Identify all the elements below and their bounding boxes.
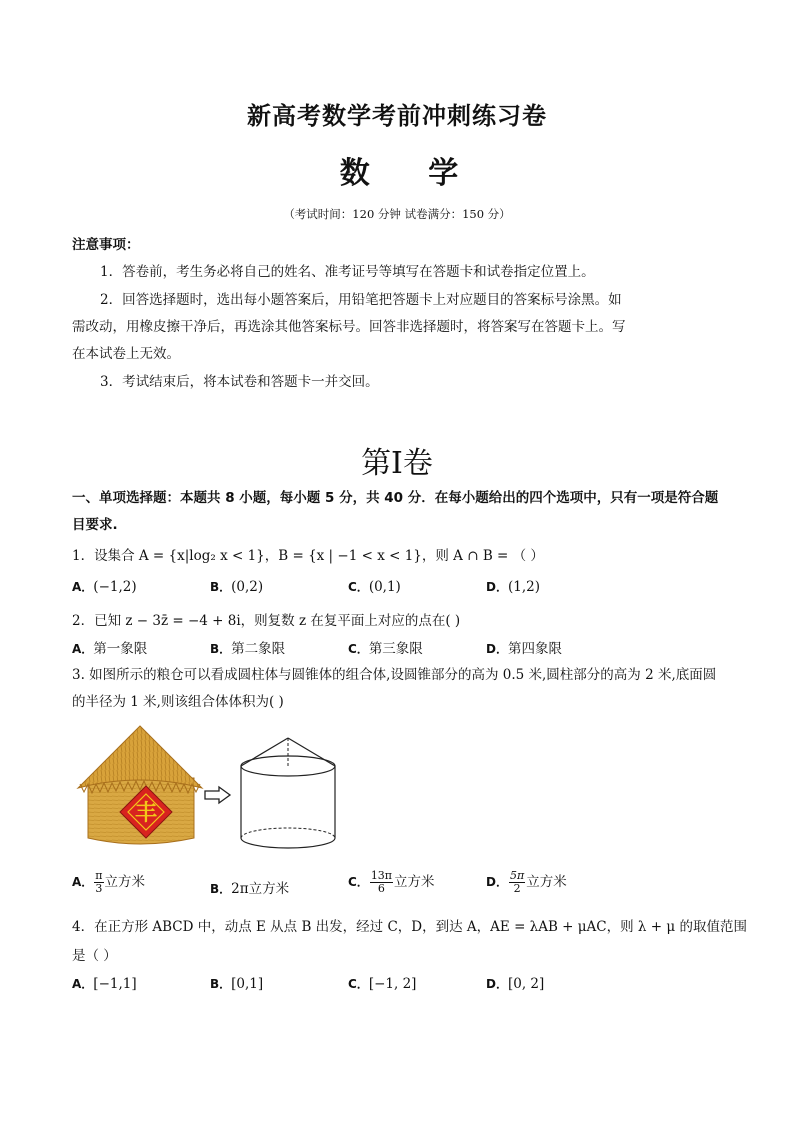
q4-option-c: C．[−1, 2]	[348, 976, 417, 992]
q2-option-a: A．第一象限	[72, 641, 148, 657]
notice-item-3: 3．考试结束后，将本试卷和答题卡一并交回。	[100, 374, 379, 390]
granary-badge-text: 丰	[134, 801, 158, 826]
section-heading-line2: 目要求.	[72, 517, 118, 533]
section-heading-line1: 一、单项选择题：本题共 8 小题，每小题 5 分，共 40 分．在每小题给出的四个选项中，只有一项是符合题	[72, 490, 719, 506]
notice-item-1: 1．答卷前，考生务必将自己的姓名、准考证号等填写在答题卡和试卷指定位置上。	[100, 264, 595, 280]
q1-option-a: A．(−1,2)	[72, 579, 137, 595]
notice-heading: 注意事项：	[72, 237, 140, 253]
q4-option-d: D．[0, 2]	[486, 976, 545, 992]
q2-option-c: C．第三象限	[348, 641, 423, 657]
notice-item-2-end: 在本试卷上无效。	[72, 346, 180, 362]
q3-option-d: D． $\frac{5\pi}{2}$ 立方米	[486, 869, 567, 895]
q3-option-c: C． $\frac{13\pi}{6}$ 立方米	[348, 869, 435, 895]
q3-stem-line2: 的半径为 1 米,则该组合体体积为( )	[72, 694, 284, 710]
q4-stem-line2: 是（ ）	[72, 948, 117, 964]
q3-option-b: B．2π立方米	[210, 881, 290, 897]
granary-illustration	[76, 722, 204, 850]
exam-info: （考试时间：120 分钟 试卷满分：150 分）	[283, 207, 511, 221]
subject-title: 数 学	[339, 156, 483, 191]
q1-stem: 1．设集合 A = {x|log₂ x < 1}，B = {x | −1 < x < 1}，则 A ∩ B = （ ）	[72, 548, 544, 564]
q4-stem-line1: 4．在正方形 ABCD 中，动点 E 从点 B 出发，经过 C，D，到达 A，AE = λAB + μAC，则 λ + μ 的取值范围	[72, 919, 747, 935]
q4-option-a: A．[−1,1]	[72, 976, 137, 992]
q2-option-d: D．第四象限	[486, 641, 562, 657]
q4-option-b: B．[0,1]	[210, 976, 264, 992]
q3-option-a: A． $\frac{\pi}{3}$ 立方米	[72, 869, 146, 895]
q1-option-d: D．(1,2)	[486, 579, 540, 595]
arrow-right-icon	[203, 785, 233, 805]
q2-stem: 2．已知 z − 3z̄ = −4 + 8i，则复数 z 在复平面上对应的点在( )	[72, 613, 461, 629]
q2-option-b: B．第二象限	[210, 641, 286, 657]
notice-item-2: 2．回答选择题时，选出每小题答案后，用铅笔把答题卡上对应题目的答案标号涂黑。如	[100, 292, 622, 308]
notice-item-2-cont: 需改动，用橡皮擦干净后，再选涂其他答案标号。回答非选择题时，将答案写在答题卡上。写	[72, 319, 626, 335]
q1-option-c: C．(0,1)	[348, 579, 401, 595]
cone-cylinder-diagram	[236, 734, 340, 852]
paper-title: 新高考数学考前冲刺练习卷	[247, 101, 547, 130]
volume-title: 第Ⅰ卷	[361, 446, 433, 481]
q3-stem-line1: 3. 如图所示的粮仓可以看成圆柱体与圆锥体的组合体,设圆锥部分的高为 0.5 米,圆柱部分的高为 2 米,底面圆	[72, 667, 717, 683]
q1-option-b: B．(0,2)	[210, 579, 264, 595]
